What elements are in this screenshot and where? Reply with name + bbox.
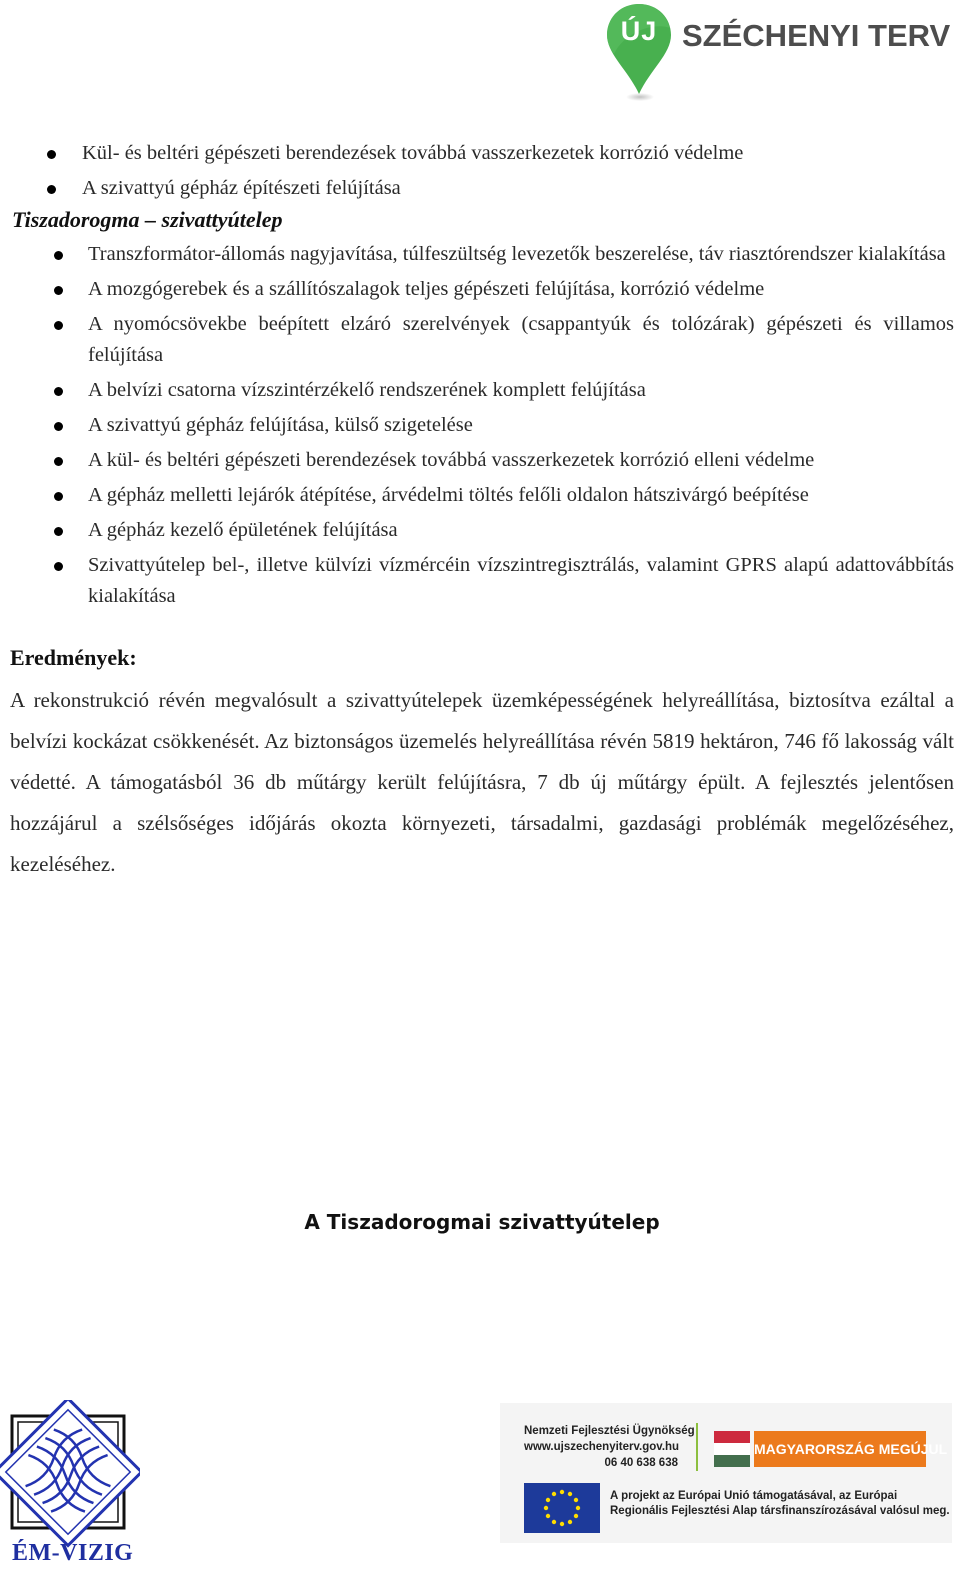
nfu-block [524, 1423, 695, 1471]
bullet-list-top [82, 138, 942, 208]
list-item: A szivattyú gépház felújítása, külső szigetelése [88, 410, 954, 441]
sponsor-panel [500, 1403, 952, 1543]
eu-text-line-1: A projekt az Európai Unió támogatásával, az Európai [610, 1490, 898, 1502]
badge-text: ÚJ [620, 16, 658, 46]
bullet-icon [54, 457, 63, 466]
nfu-phone: 06 40 638 638 [604, 1457, 678, 1469]
bullet-icon [54, 286, 63, 295]
hungarian-flag-icon [714, 1431, 750, 1467]
brand-name: SZÉCHENYI TERV [682, 18, 951, 53]
results-paragraph: A rekonstrukció révén megvalósult a szivattyútelepek üzemképességének helyreállítása, biztosítva ezáltal a belvízi kockázat csökkenését. Az biztonságos üzemelés helyreállítása révén 5819 hektáron, 746 fő lakosság vált védetté. A támogatásból 36 db műtárgy került felújításra, 7 db új műtárgy épült. A fejlesztés jelentősen hozzájárul a szélsőséges időjárás okozta környezeti, társadalmi, gazdasági problémák megelőzéséhez, kezeléséhez. [10, 688, 954, 876]
list-item: A belvízi csatorna vízszintérzékelő rendszerének komplett felújítása [88, 375, 954, 406]
list-item: A gépház melletti lejárók átépítése, árvédelmi töltés felőli oldalon hátszivárgó beépítése [88, 480, 954, 511]
bullet-list-main [88, 239, 954, 616]
nfu-url: www.ujszechenyiterv.gov.hu [524, 1441, 680, 1453]
results-heading: Eredmények: [10, 645, 137, 670]
list-item: A kül- és beltéri gépészeti berendezések továbbá vasszerkezetek korrózió elleni védelme [88, 445, 954, 476]
bullet-icon [54, 562, 63, 571]
bullet-icon [54, 527, 63, 536]
divider [696, 1423, 698, 1471]
list-item: Transzformátor-állomás nagyjavítása, túlfeszültség levezetők beszerelése, táv riasztórendszer kialakítása [88, 239, 954, 270]
org-name: ÉM-VIZIG [12, 1540, 134, 1566]
magyarorszag-megujul-badge: MAGYARORSZÁG MEGÚJUL [754, 1431, 926, 1467]
bullet-icon [54, 422, 63, 431]
bullet-icon [47, 185, 56, 194]
bullet-icon [54, 251, 63, 260]
section-subheading: Tiszadorogma – szivattyútelep [12, 207, 283, 232]
bullet-icon [54, 387, 63, 396]
list-item: A nyomócsövekbe beépített elzáró szerelvények (csappantyúk és tolózárak) gépészeti és villamos felújítása [88, 309, 954, 371]
eu-text-line-2: Regionális Fejlesztési Alap társfinanszírozásával valósul meg. [610, 1505, 950, 1517]
eu-funding-text [610, 1489, 950, 1519]
image-caption: A Tiszadorogmai szivattyútelep [304, 1210, 660, 1234]
szechenyi-terv-logo [604, 2, 951, 102]
list-item: Szivattyútelep bel-, illetve külvízi vízmércéin vízszintregisztrálás, valamint GPRS alapú adattovábbítás kialakítása [88, 550, 954, 612]
bullet-icon [54, 492, 63, 501]
list-item: A gépház kezelő épületének felújítása [88, 515, 954, 546]
eu-flag-icon [524, 1483, 600, 1533]
list-item: A mozgógerebek és a szállítószalagok teljes gépészeti felújítása, korrózió védelme [88, 274, 954, 305]
bullet-icon [47, 150, 56, 159]
list-item: A szivattyú gépház építészeti felújítása [82, 173, 942, 204]
list-item: Kül- és beltéri gépészeti berendezések továbbá vasszerkezetek korrózió védelme [82, 138, 942, 169]
bullet-icon [54, 321, 63, 330]
nfu-name: Nemzeti Fejlesztési Ügynökség [524, 1425, 695, 1437]
